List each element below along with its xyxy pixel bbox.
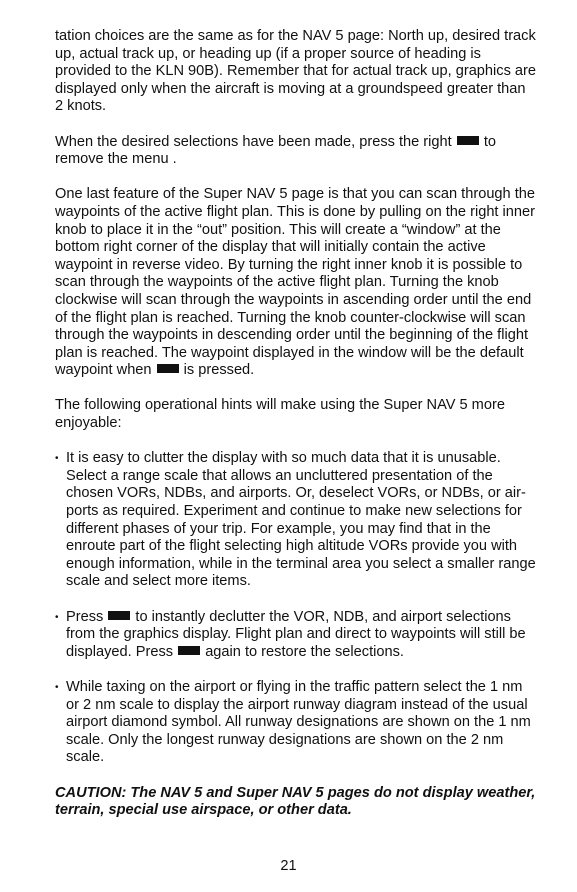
page-number: 21: [280, 858, 297, 874]
bullet-icon: •: [55, 453, 59, 465]
caution-note: CAUTION: The NAV 5 and Super NAV 5 pages do not display weather, terrain, special use airspace, or other data.: [55, 784, 536, 819]
key-button-icon: [108, 611, 130, 620]
hint-item-clutter: • It is easy to clutter the display with so much data that it is unusable. Select a range scale that allows an uncluttered presentation of the chosen VORs, NDBs, and airports. Or, deselect VORs, or NDBs, or air-ports as required. Experiment and continue to make new selections for different phases of your trip. For example, you may find that in the enroute part of the flight selecting high altitude VORs provide you with enough information, while in the terminal area you select a smaller range scale and select more items.: [55, 450, 536, 590]
paragraph-remove-menu: When the desired selections have been made, press the right to remove the menu .: [55, 133, 496, 168]
manual-page: [55, 28, 537, 837]
key-button-icon: [178, 646, 200, 655]
hint-item-declutter: • Press to instantly declutter the VOR, NDB, and airport selections from the graphics display. Flight plan and direct to waypoints will still be displayed. Press again to restore the selections.: [55, 608, 526, 660]
hint-item-runway-diagram: • While taxing on the airport or flying in the traffic pattern select the 1 nm or 2 nm scale to display the airport runway diagram instead of the usual airport diamond symbol. All runway designations are shown on the 1 nm scale. Only the longest runway designations are shown on the 2 nm scale.: [55, 678, 531, 766]
paragraph-hints-intro: The following operational hints will make using the Super NAV 5 more enjoyable:: [55, 397, 505, 432]
key-button-icon: [157, 364, 179, 373]
paragraph-scan-waypoints: One last feature of the Super NAV 5 page is that you can scan through the waypoints of the active flight plan. This is done by pulling on the right inner knob to place it in the “out” position. This will create a “window” at the bottom right corner of the display that will initially contain the active waypoint in reverse video. By turning the right inner knob it is possible to scan through the waypoints of the active flight plan. Turning the knob clockwise will scan through the waypoints in ascending order until the end of the flight plan is reached. Turning the knob counter-clockwise will scan through the waypoints in descending order until the beginning of the flight plan is reached. The waypoint displayed in the window will be the default waypoint when is pressed.: [55, 186, 536, 379]
paragraph-orientation: tation choices are the same as for the NAV 5 page: North up, desired track up, actual track up, or heading up (if a proper source of heading is provided to the KLN 90B). Remember that for actual track up, graphics are displayed only when the aircraft is moving at a groundspeed greater than 2 knots.: [55, 28, 537, 115]
key-button-icon: [457, 136, 479, 145]
bullet-icon: •: [55, 681, 59, 693]
bullet-icon: •: [55, 611, 59, 623]
